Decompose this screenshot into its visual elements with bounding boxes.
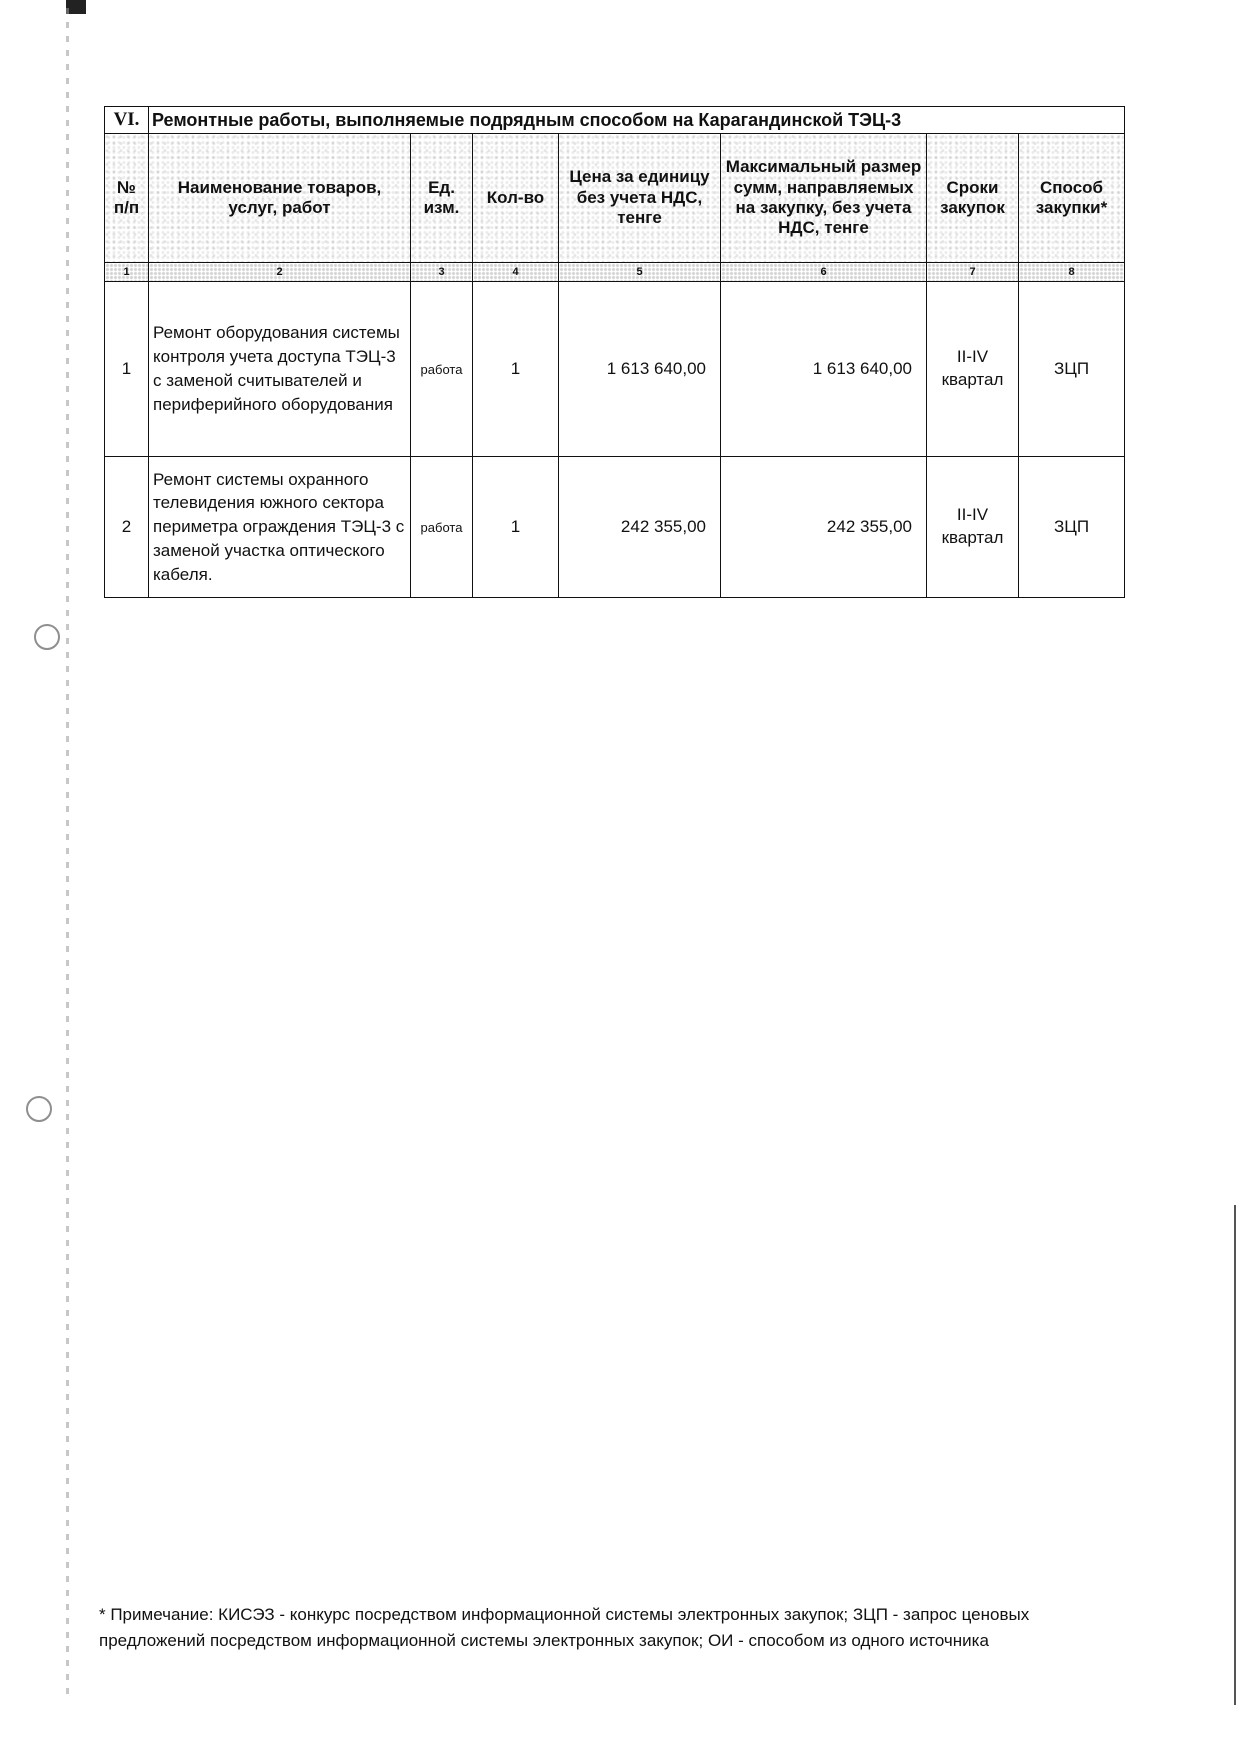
col-header-price: Цена за единицу без учета НДС, тенге xyxy=(559,134,721,263)
punch-hole-mark xyxy=(34,624,60,650)
col-index: 4 xyxy=(473,263,559,282)
col-header-unit: Ед. изм. xyxy=(411,134,473,263)
row-qty: 1 xyxy=(473,457,559,598)
row-price: 242 355,00 xyxy=(559,457,721,598)
punch-hole-mark xyxy=(26,1096,52,1122)
col-index: 8 xyxy=(1019,263,1125,282)
col-header-number: № п/п xyxy=(105,134,149,263)
row-unit: работа xyxy=(411,457,473,598)
row-method: ЗЦП xyxy=(1019,282,1125,457)
footnote: * Примечание: КИСЭЗ - конкурс посредством информационной системы электронных закупок; ЗЦП - запрос ценовых предложений посредством информационной системы электронных закупок; ОИ - способом из одного источника xyxy=(99,1605,1030,1651)
section-number: VI. xyxy=(105,107,149,134)
column-header-row xyxy=(105,134,1125,263)
row-number: 2 xyxy=(105,457,149,598)
row-term: II-IV квартал xyxy=(927,457,1019,598)
col-index: 3 xyxy=(411,263,473,282)
row-price: 1 613 640,00 xyxy=(559,282,721,457)
section-header-row xyxy=(105,107,1125,134)
col-header-method: Способ закупки* xyxy=(1019,134,1125,263)
scan-edge-mark xyxy=(66,0,86,14)
col-header-term: Сроки закупок xyxy=(927,134,1019,263)
col-header-name: Наименование товаров, услуг, работ xyxy=(149,134,411,263)
row-unit: работа xyxy=(411,282,473,457)
row-max-amount: 242 355,00 xyxy=(721,457,927,598)
row-method: ЗЦП xyxy=(1019,457,1125,598)
procurement-table xyxy=(104,106,1125,598)
col-index: 2 xyxy=(149,263,411,282)
scan-left-edge xyxy=(66,8,69,1698)
row-max-amount: 1 613 640,00 xyxy=(721,282,927,457)
col-index: 7 xyxy=(927,263,1019,282)
col-index: 6 xyxy=(721,263,927,282)
col-header-qty: Кол-во xyxy=(473,134,559,263)
section-title: Ремонтные работы, выполняемые подрядным способом на Карагандинской ТЭЦ-3 xyxy=(149,107,1125,134)
column-number-row xyxy=(105,263,1125,282)
row-term: II-IV квартал xyxy=(927,282,1019,457)
row-number: 1 xyxy=(105,282,149,457)
row-name: Ремонт системы охранного телевидения южного сектора периметра ограждения ТЭЦ-3 с заменой участка оптического кабеля. xyxy=(149,457,411,598)
col-index: 5 xyxy=(559,263,721,282)
col-index: 1 xyxy=(105,263,149,282)
col-header-max: Максимальный размер сумм, направляемых на закупку, без учета НДС, тенге xyxy=(721,134,927,263)
row-name: Ремонт оборудования системы контроля учета доступа ТЭЦ-3 с заменой считывателей и периферийного оборудования xyxy=(149,282,411,457)
row-qty: 1 xyxy=(473,282,559,457)
table-row xyxy=(105,457,1125,598)
table-row xyxy=(105,282,1125,457)
scan-right-edge xyxy=(1234,1205,1236,1705)
